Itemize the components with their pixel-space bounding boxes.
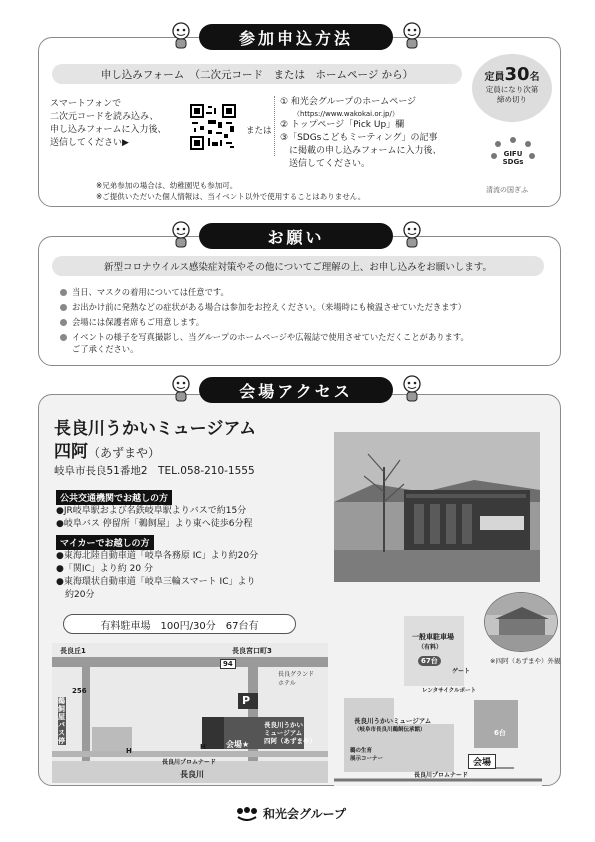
- capacity-note: 定員になり次第: [485, 85, 539, 94]
- or-text: または: [246, 126, 272, 136]
- step3-line: 送信してください。: [280, 159, 371, 169]
- map-road-label: 長良宮口町3: [232, 647, 272, 655]
- street-map: [52, 643, 328, 783]
- map-river-label: 長良川: [180, 770, 204, 779]
- map-route-label: 256: [72, 687, 87, 695]
- wakokai-logo-icon: [236, 807, 258, 821]
- footer-logo-text: 和光会グループ: [263, 807, 347, 821]
- list-item: イベントの様子を写真撮影し、当グループのホームページや広報誌で使用させていただくことがあります。: [60, 332, 469, 343]
- capacity-prefix: 定員: [484, 72, 505, 83]
- mascot-icon: [171, 375, 191, 403]
- qr-code[interactable]: [190, 104, 236, 150]
- map-museum-label: 長良川うかい ミュージアム 四阿（あずまや）: [264, 721, 316, 745]
- map-cycle-label: レンタサイクルポート: [422, 688, 476, 694]
- footer-logo: [236, 805, 346, 822]
- list-item: 会場には保護者席もご用意します。: [60, 317, 204, 328]
- capacity-number: 30: [504, 64, 530, 85]
- map-parking-sub: （有料）: [418, 644, 443, 651]
- apply-form-band: 申し込みフォーム （二次元コード または ホームページ から）: [52, 64, 462, 84]
- map-promenade-label: 長良川プロムナード: [162, 759, 216, 766]
- azumaya-photo: [484, 592, 558, 652]
- sdgs-line2: SDGs: [502, 158, 524, 166]
- step3-line: ③「SDGsこどもミーティング」の記事: [280, 133, 438, 143]
- step3-line: に掲載の申し込みフォームに入力後、: [280, 146, 442, 156]
- gifu-sdgs-logo: [490, 136, 536, 170]
- divider: [274, 96, 275, 156]
- map-gate-label: ゲート: [452, 668, 471, 675]
- map-hotel-icon: H: [200, 743, 206, 751]
- mascot-icon: [402, 375, 422, 403]
- request-title: お願い: [199, 223, 393, 249]
- list-item: 当日、マスクの着用については任意です。: [60, 287, 229, 298]
- mascot-icon: [171, 221, 191, 249]
- map-parking-icon: P: [242, 694, 251, 707]
- public-transport-block: 公共交通機関でお越しの方 ●JR岐阜駅および名鉄岐阜駅よりバスで約15分 ●岐阜バス 停留所「鵜飼屋」より東へ徒歩6分程 マイカーでお越しの方 ●東海北陸自動車道「岐阜各務原 IC」より約20分 ●「関IC」より約 20 分 ●東海環状自動車道「岐阜三輪スマート IC」より 約20分: [56, 486, 326, 602]
- map-bus-stop: 鵜飼屋バス停: [58, 697, 65, 745]
- map-side-label: 鵜の生育: [350, 748, 373, 754]
- public-transport-label: 公共交通機関でお越しの方: [56, 490, 172, 505]
- venue-sub-name: 四阿: [54, 442, 88, 462]
- capacity-badge: [472, 54, 552, 122]
- venue-name: 長良川うかいミュージアム: [54, 419, 257, 439]
- map-route-label: 94: [220, 659, 236, 669]
- step1-url[interactable]: （https://www.wakokai.or.jp/）: [293, 110, 399, 118]
- map-venue-marker: 会場★: [226, 740, 250, 749]
- map-venue-marker: 会場: [468, 754, 496, 769]
- sdgs-caption: 清流の国ぎふ: [486, 186, 528, 194]
- venue-address: 岐阜市長良51番地2 TEL.058-210-1555: [54, 465, 255, 477]
- venue-sub-reading: （あずまや）: [88, 446, 161, 460]
- capacity-note: 締め切り: [497, 95, 527, 104]
- homepage-steps: [280, 96, 480, 171]
- step2-text: ② トップページ「Pick Up」欄: [280, 120, 405, 130]
- access-title: 会場アクセス: [199, 377, 393, 403]
- list-item-continued: ご了承ください。: [72, 344, 139, 354]
- step1-text: ① 和光会グループのホームページ: [280, 97, 417, 107]
- capacity-suffix: 名: [529, 72, 540, 83]
- map-parking-title: 一般車駐車場: [412, 633, 454, 641]
- apply-note1: ※兄弟参加の場合は、幼稚園児も参加可。: [96, 181, 238, 190]
- venue-photo: [334, 432, 540, 582]
- request-band: 新型コロナウイルス感染症対策やその他についてご理解の上、お申し込みをお願いします。: [52, 256, 544, 276]
- map-road-label: 長良丘1: [60, 647, 86, 655]
- mascot-icon: [402, 221, 422, 249]
- map-side-label: 展示コーナー: [350, 756, 384, 762]
- map-museum-sub: （岐阜市長良川鵜飼伝承館）: [354, 727, 426, 733]
- sdgs-line1: GIFU: [503, 150, 523, 158]
- apply-note2: ※ご提供いただいた個人情報は、当イベント以外で使用することはありません。: [96, 192, 366, 201]
- map-museum-label: 長良川うかいミュージアム: [354, 717, 432, 725]
- mascot-icon: [171, 22, 191, 50]
- car-label: マイカーでお越しの方: [56, 535, 154, 550]
- smartphone-instructions: スマートフォンで 二次元コードを読み込み、 申し込みフォームに入力後、 送信してください▶: [50, 99, 167, 148]
- map-p6-label: 6台: [494, 729, 506, 737]
- mascot-icon: [402, 22, 422, 50]
- parking-info: 有料駐車場 100円/30分 67台有: [63, 614, 296, 634]
- map-parking-count: 67台: [418, 656, 441, 666]
- map-promenade-label: 長良川プロムナード: [414, 772, 468, 779]
- list-item: お出かけ前に発熱などの症状がある場合は参加をお控えください。（来場時にも検温させていただきます）: [60, 302, 466, 313]
- venue-sub: [54, 437, 160, 462]
- apply-title: 参加申込方法: [199, 24, 393, 50]
- azumaya-caption: ※四阿（あずまや）外観: [490, 657, 561, 665]
- map-hotel-icon: H: [126, 747, 132, 755]
- map-hotel-label: 長良グランド ホテル: [278, 671, 315, 687]
